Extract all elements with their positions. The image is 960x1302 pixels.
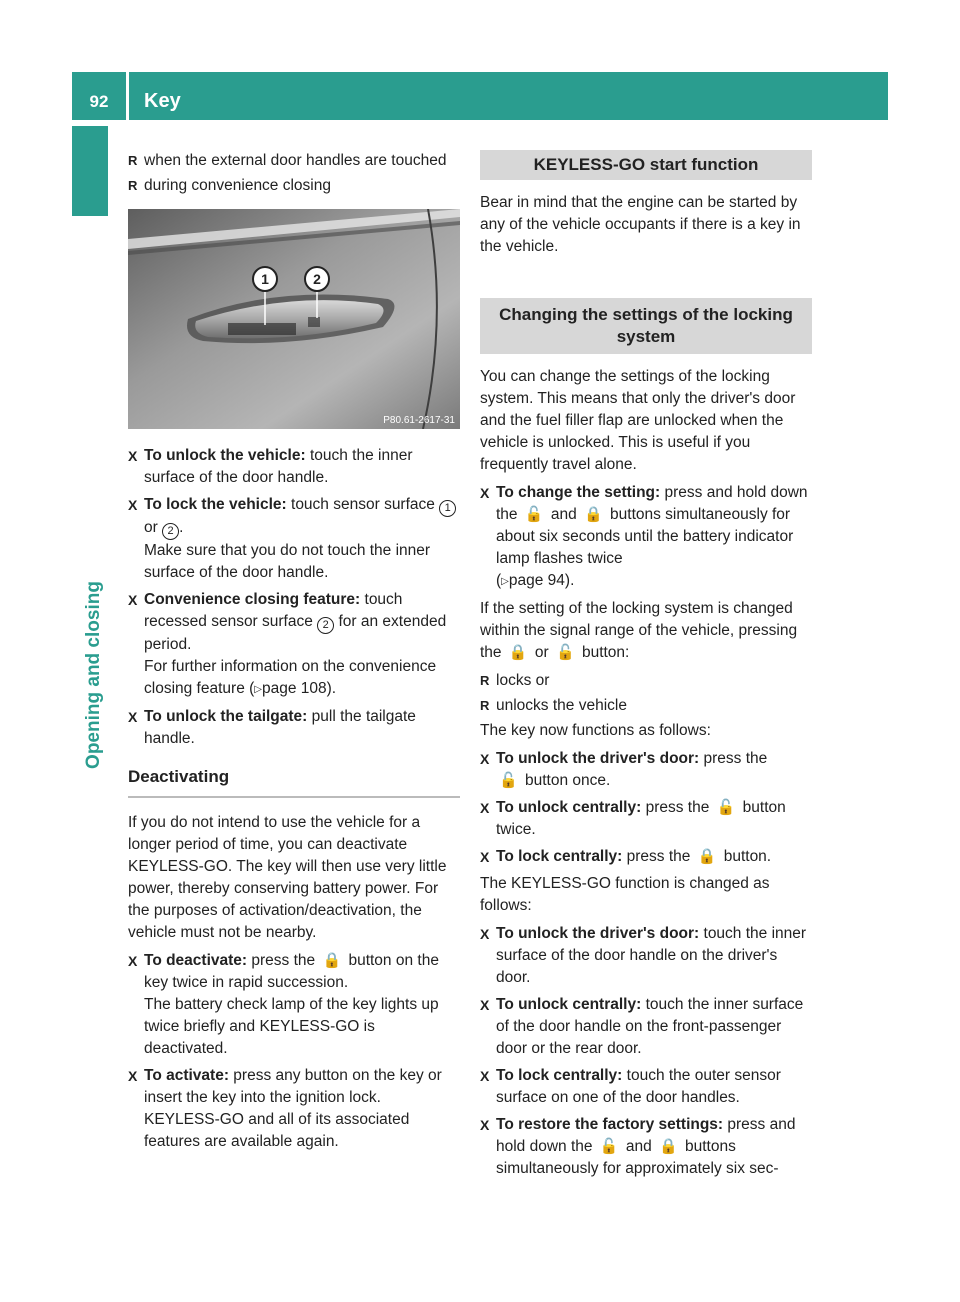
action-marker: X — [480, 1117, 490, 1133]
step-note-text: ). — [326, 680, 337, 697]
step-lock-vehicle — [128, 494, 460, 584]
signal-text: button: — [577, 644, 630, 661]
step-key-lock-central — [480, 846, 812, 868]
lock-icon: 🔒 — [322, 952, 342, 969]
step-label: To unlock the vehicle: — [144, 447, 306, 464]
step-label: To unlock the driver's door: — [496, 750, 700, 767]
step-text: touch sensor surface — [286, 496, 440, 513]
step-text: ). — [564, 572, 575, 589]
sensor-2-marker: 2 — [317, 617, 334, 634]
side-tab-block — [72, 126, 108, 216]
step-text: and — [546, 506, 582, 523]
step-kg-lock-central — [480, 1065, 812, 1109]
section-heading-start-function: KEYLESS-GO start function — [480, 150, 812, 180]
page-ref-arrow-icon: ▷ — [254, 684, 262, 695]
header-divider — [126, 72, 129, 120]
step-note-text: For further information on the convenience closing feature ( — [144, 658, 437, 697]
step-text: button. — [719, 848, 772, 865]
step-label: To lock centrally: — [496, 848, 623, 865]
start-function-text: Bear in mind that the engine can be started by any of the vehicle occupants if there is a key in the vehicle. — [480, 194, 801, 255]
step-key-unlock-central — [480, 797, 812, 841]
step-text: for an extended period. — [144, 613, 447, 653]
unlock-icon: 🔓 — [716, 799, 736, 816]
step-text: press and hold down the — [496, 1116, 796, 1155]
step-label: To unlock the driver's door: — [496, 925, 700, 942]
step-text: press any button on the key or insert the key into the ignition lock. — [144, 1067, 442, 1106]
figure-marker-2-label: 2 — [313, 271, 321, 287]
step-note: KEYLESS-GO and all of its associated features are available again. — [144, 1111, 410, 1150]
action-marker: X — [480, 485, 490, 501]
step-text: press the — [699, 750, 768, 767]
bullet-item: R when the external door handles are touched — [128, 150, 460, 172]
door-handle-photo — [128, 209, 460, 429]
page-ref-arrow-icon: ▷ — [501, 576, 509, 587]
side-section-label-text: Opening and closing — [83, 581, 104, 769]
step-text: press and hold down the — [496, 484, 808, 523]
step-label: To activate: — [144, 1067, 229, 1084]
step-note: Make sure that you do not touch the inner surface of the door handle. — [144, 542, 431, 581]
action-marker: X — [128, 1068, 138, 1084]
step-change-setting — [480, 482, 812, 593]
bullet-item: R during convenience closing — [128, 175, 460, 197]
step-text: or — [144, 519, 163, 536]
step-deactivate — [128, 950, 460, 1060]
step-text: press the — [622, 848, 695, 865]
action-marker: X — [480, 997, 490, 1013]
action-marker: X — [128, 592, 138, 608]
action-marker: X — [480, 751, 490, 767]
step-note: The battery check lamp of the key lights up twice briefly and KEYLESS-GO is deactivated. — [144, 996, 439, 1057]
signal-text: or — [530, 644, 553, 661]
step-text: touch the inner surface of the door handle on the front-passenger door or the rear door. — [496, 996, 804, 1057]
step-kg-unlock-driver — [480, 923, 812, 989]
step-text: pull the tailgate handle. — [144, 708, 416, 747]
signal-range-text — [480, 598, 812, 664]
sensor-2-marker: 2 — [162, 523, 179, 540]
step-label: To restore the factory settings: — [496, 1116, 724, 1133]
step-label: To lock the vehicle: — [144, 496, 287, 513]
keyless-go-intro: The KEYLESS-GO function is changed as follows: — [480, 875, 770, 914]
deactivating-intro: If you do not intend to use the vehicle for a longer period of time, you can deactivate KEYLESS-GO. The key will then use very little power, thereby conserving battery power. For the purposes of activation/deactivation, the vehicle must not be nearby. — [128, 814, 447, 941]
page-header — [72, 72, 888, 120]
page-number: 92 — [89, 92, 109, 111]
step-label: To unlock centrally: — [496, 799, 642, 816]
page-title: Key — [144, 90, 181, 112]
action-marker: X — [480, 849, 490, 865]
action-marker: X — [480, 926, 490, 942]
step-convenience-closing — [128, 589, 460, 701]
unlock-icon: 🔓 — [599, 1138, 619, 1155]
step-text: button on the key twice in rapid succession. — [144, 952, 439, 991]
step-key-unlock-driver — [480, 748, 812, 792]
step-text: buttons simultaneously for about six seconds until the battery indicator lamp flashes twice — [496, 506, 794, 567]
step-label: To unlock centrally: — [496, 996, 642, 1013]
action-marker: X — [128, 953, 138, 969]
step-text: button twice. — [496, 799, 786, 838]
step-label: To unlock the tailgate: — [144, 708, 308, 725]
figure-code: P80.61-2617-31 — [383, 415, 455, 426]
lock-icon: 🔒 — [697, 848, 717, 865]
step-text: and — [621, 1138, 656, 1155]
step-text: . — [179, 519, 184, 536]
step-text: touch the inner surface of the door handle. — [144, 447, 413, 486]
left-column — [128, 150, 460, 1158]
page-ref-link[interactable]: page 94 — [508, 572, 565, 589]
step-kg-unlock-central — [480, 994, 812, 1060]
step-text: touch the outer sensor surface on one of the door handles. — [496, 1067, 781, 1106]
step-label: To deactivate: — [144, 952, 248, 969]
action-marker: X — [480, 1068, 490, 1084]
functions-intro: The key now functions as follows: — [480, 722, 711, 739]
step-text: button once. — [520, 772, 611, 789]
figure-marker-1-label: 1 — [261, 271, 269, 287]
step-label: To change the setting: — [496, 484, 661, 501]
unlock-icon: 🔓 — [499, 772, 518, 789]
bullet-item: R locks or — [480, 670, 812, 692]
step-label: Convenience closing feature: — [144, 591, 361, 608]
step-restore-factory — [480, 1114, 812, 1180]
step-text: press the — [247, 952, 320, 969]
step-text: press the — [641, 799, 714, 816]
lock-icon: 🔒 — [659, 1138, 678, 1155]
action-marker: X — [128, 709, 138, 725]
section-heading-deactivating: Deactivating — [128, 766, 460, 798]
section-heading-locking-settings: Changing the settings of the locking system — [480, 298, 812, 354]
sensor-1-marker: 1 — [439, 500, 456, 517]
step-note — [144, 656, 460, 701]
action-marker: X — [128, 497, 138, 513]
lock-icon: 🔒 — [508, 644, 528, 661]
step-unlock-vehicle — [128, 445, 460, 489]
door-handle-figure — [128, 209, 460, 429]
step-text: touch the inner surface of the door handle on the driver's door. — [496, 925, 807, 986]
side-section-label — [74, 545, 114, 805]
unlock-icon: 🔓 — [555, 644, 575, 661]
page-ref-link[interactable]: page 108 — [261, 680, 327, 697]
lock-icon: 🔒 — [584, 506, 603, 523]
action-marker: X — [480, 800, 490, 816]
step-label: To lock centrally: — [496, 1067, 623, 1084]
step-text: buttons simultaneously for approximately six sec- — [496, 1138, 779, 1177]
signal-text: If the setting of the locking system is changed within the signal range of the vehicle, pressing the — [480, 600, 798, 661]
right-column — [480, 150, 812, 1185]
step-unlock-tailgate — [128, 706, 460, 750]
unlock-icon: 🔓 — [524, 506, 544, 523]
action-marker: X — [128, 448, 138, 464]
step-activate — [128, 1065, 460, 1153]
step-text: ( — [496, 572, 502, 589]
settings-intro: You can change the settings of the locking system. This means that only the driver's door and the fuel filler flap are unlocked when the vehicle is unlocked. This is useful if you frequently travel alone. — [480, 368, 796, 473]
bullet-item: R unlocks the vehicle — [480, 695, 812, 717]
step-text: touch recessed sensor surface — [144, 591, 403, 630]
